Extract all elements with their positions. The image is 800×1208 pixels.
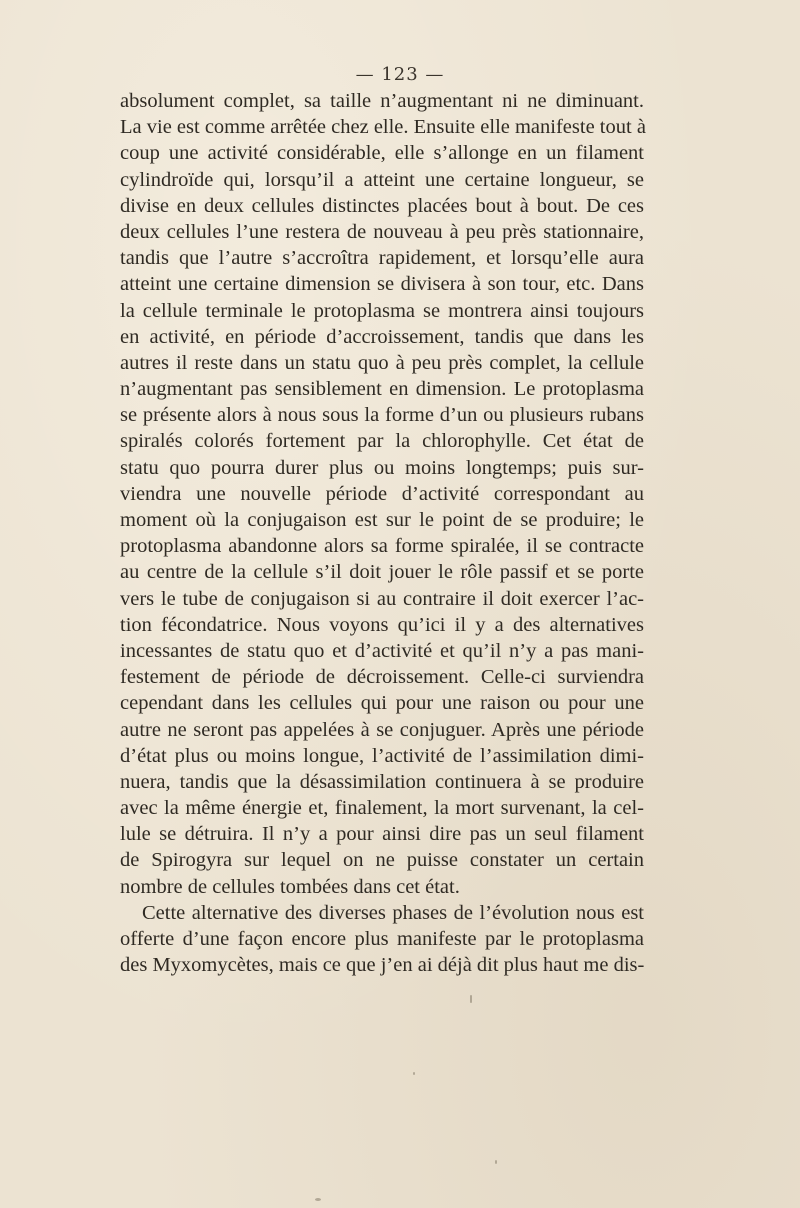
text-line: tion fécondatrice. Nous voyons qu’ici il y a des alternatives	[120, 613, 644, 636]
text-line: des Myxomycètes, mais ce que j’en ai déjà dit plus haut me dis-	[120, 954, 645, 977]
text-line: moment où la conjugaison est sur le point de se produire; le	[120, 509, 644, 531]
text-line: Cette alternative des diverses phases de l’évolution nous est	[142, 901, 644, 924]
text-line: lule se détruira. Il n’y a pour ainsi dire pas un seul filament	[120, 823, 644, 846]
text-line: vers le tube de conjugaison si au contraire il doit exercer l’ac-	[120, 587, 644, 610]
text-line: atteint une certaine dimension se divisera à son tour, etc. Dans	[120, 273, 644, 296]
text-line: spiralés colorés fortement par la chlorophylle. Cet état de	[120, 430, 644, 453]
text-line: tandis que l’autre s’accroîtra rapidement, et lorsqu’elle aura	[120, 247, 644, 270]
text-line: cylindroïde qui, lorsqu’il a atteint une certaine longueur, se	[120, 168, 644, 191]
text-line: absolument complet, sa taille n’augmentant ni ne diminuant.	[120, 90, 644, 112]
body-text	[120, 88, 644, 978]
text-line: en activité, en période d’accroissement, tandis que dans les	[120, 325, 644, 348]
text-line: La vie est comme arrêtée chez elle. Ensuite elle manifeste tout à	[120, 116, 646, 139]
text-line: coup une activité considérable, elle s’allonge en un filament	[120, 142, 644, 165]
text-line: viendra une nouvelle période d’activité correspondant au	[120, 482, 644, 505]
text-line: d’état plus ou moins longue, l’activité de l’assimilation dimi-	[120, 744, 644, 767]
text-line: nuera, tandis que la désassimilation continuera à se produire	[120, 770, 644, 793]
text-line: autres il reste dans un statu quo à peu près complet, la cellule	[120, 351, 644, 374]
paper-speck	[315, 1198, 321, 1201]
text-line: divise en deux cellules distinctes placées bout à bout. De ces	[120, 194, 644, 217]
text-line: festement de période de décroissement. Celle-ci surviendra	[120, 666, 644, 689]
text-line: autre ne seront pas appelées à se conjuguer. Après une période	[120, 718, 644, 741]
text-line: n’augmentant pas sensiblement en dimension. Le protoplasma	[120, 378, 644, 401]
text-line: avec la même énergie et, finalement, la mort survenant, la cel-	[120, 797, 644, 820]
text-line: au centre de la cellule s’il doit jouer le rôle passif et se porte	[120, 561, 644, 584]
text-line: deux cellules l’une restera de nouveau à peu près stationnaire,	[120, 220, 644, 243]
text-line: statu quo pourra durer plus ou moins longtemps; puis sur-	[120, 456, 644, 479]
paper-speck	[495, 1160, 497, 1164]
paper-speck	[413, 1072, 415, 1075]
text-line: protoplasma abandonne alors sa forme spiralée, il se contracte	[120, 535, 644, 558]
text-line: offerte d’une façon encore plus manifeste par le protoplasma	[120, 928, 644, 950]
text-line: la cellule terminale le protoplasma se montrera ainsi toujours	[120, 299, 644, 322]
text-line: de Spirogyra sur lequel on ne puisse constater un certain	[120, 849, 644, 872]
text-line: nombre de cellules tombées dans cet état.	[120, 875, 460, 898]
text-line: cependant dans les cellules qui pour une raison ou pour une	[120, 692, 644, 715]
paper-speck	[470, 995, 472, 1003]
page-number: — 123 —	[355, 64, 445, 85]
text-line: incessantes de statu quo et d’activité et qu’il n’y a pas mani-	[120, 639, 644, 662]
text-line: se présente alors à nous sous la forme d’un ou plusieurs rubans	[120, 404, 644, 427]
